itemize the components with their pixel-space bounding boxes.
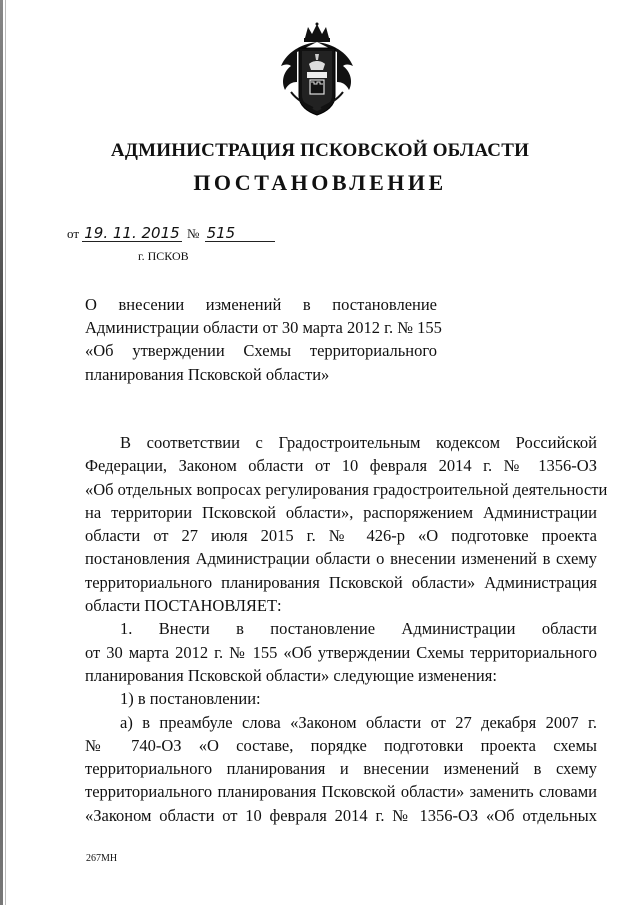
body-line: а) в преамбуле слова «Законом области от 27 декабря 2007 г.	[120, 712, 597, 732]
subject-line: планирования Псковской области»	[85, 364, 330, 384]
handwritten-number: 515	[205, 226, 275, 242]
city-label: г. ПСКОВ	[138, 249, 189, 263]
agency-name: АДМИНИСТРАЦИЯ ПСКОВСКОЙ ОБЛАСТИ	[110, 140, 530, 161]
body-line: «Законом области от 10 февраля 2014 г. № 1356-ОЗ «Об отдельных	[85, 805, 597, 825]
document-subject	[85, 293, 442, 386]
footer-code: 267МН	[86, 853, 118, 864]
coat-of-arms-emblem	[277, 22, 357, 118]
subject-line: Администрации области от 30 марта 2012 г. № 155	[85, 318, 442, 338]
body-line: области ПОСТАНОВЛЯЕТ:	[85, 596, 282, 616]
body-line: 1. Внести в постановление Администрации области	[120, 619, 597, 639]
document-body	[85, 431, 608, 827]
body-line: территориального планирования Псковской области» заменить словами	[85, 782, 597, 802]
body-line: 1) в постановлении:	[120, 689, 261, 709]
document-date-number-line	[67, 226, 275, 242]
body-line: «Об отдельных вопросах регулирования градостроительной деятельности	[85, 479, 608, 499]
body-line: № 740-ОЗ «О составе, порядке подготовки проекта схемы	[85, 735, 597, 755]
subject-line: О внесении изменений в постановление	[85, 295, 437, 314]
page-scan-edge-shadow	[5, 0, 6, 905]
body-line: территориального планирования Псковской области» Администрация	[85, 572, 597, 592]
date-prefix: от	[67, 226, 80, 241]
body-line: В соответствии с Градостроительным кодексом Российской	[120, 433, 597, 452]
body-line: области от 27 июля 2015 г. № 426-р «О подготовке проекта	[85, 526, 597, 546]
body-line: постановления Администрации области о внесении изменений в схему	[85, 549, 597, 569]
body-line: на территории Псковской области», распоряжением Администрации	[85, 502, 597, 522]
body-line: от 30 марта 2012 г. № 155 «Об утверждении Схемы территориального	[85, 642, 597, 662]
document-type-heading: ПОСТАНОВЛЕНИЕ	[193, 170, 447, 195]
page-scan-edge	[0, 0, 3, 905]
body-line: Федерации, Законом области от 10 февраля 2014 г. № 1356-ОЗ	[85, 456, 597, 476]
subject-line: «Об утверждении Схемы территориального	[85, 341, 437, 361]
body-line: территориального планирования и внесении изменений в схему	[85, 759, 597, 779]
body-line: планирования Псковской области» следующие изменения:	[85, 665, 497, 685]
number-mark: №	[186, 226, 200, 241]
handwritten-date: 19. 11. 2015	[84, 224, 180, 242]
